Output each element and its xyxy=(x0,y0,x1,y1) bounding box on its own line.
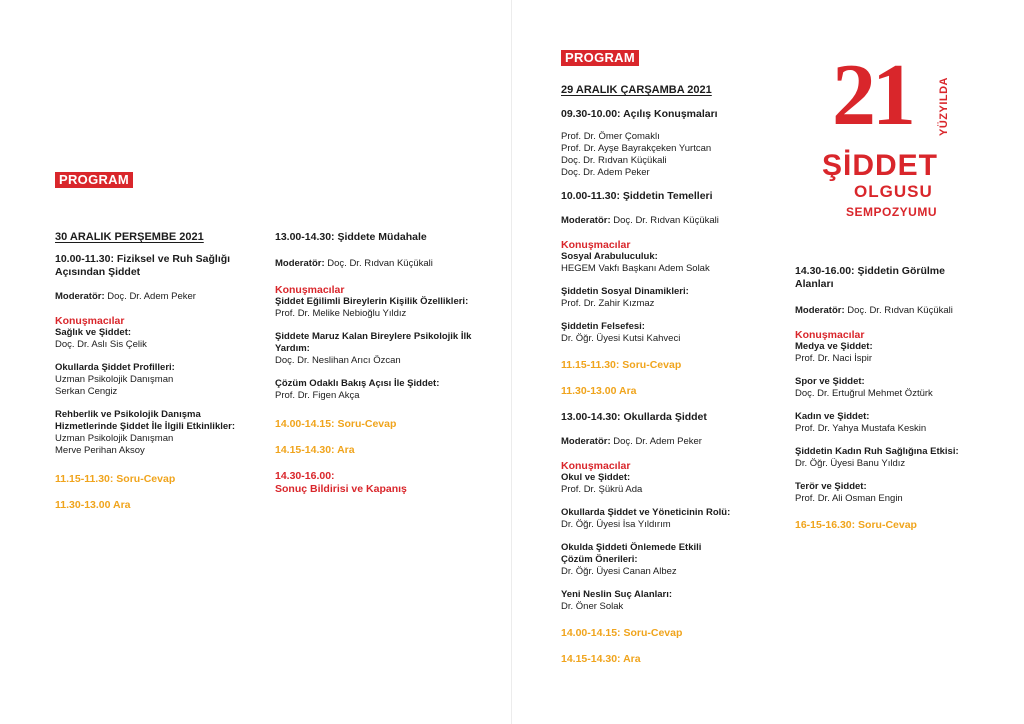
moderator-name: Doç. Dr. Rıdvan Küçükali xyxy=(613,215,719,226)
speakers-header: Konuşmacılar xyxy=(561,460,631,472)
closing-time: 14.30-16.00: xyxy=(275,470,335,482)
moderator xyxy=(561,436,776,448)
opening-title: 09.30-10.00: Açılış Konuşmaları xyxy=(561,108,718,120)
speaker-name: Doç. Dr. Neslihan Arıcı Özcan xyxy=(275,355,401,366)
speaker-name: Doç. Dr. Adem Peker xyxy=(561,167,650,178)
speaker-name: Uzman Psikolojik Danışman xyxy=(55,433,174,444)
left-column-2 xyxy=(275,231,475,496)
speaker-topic: Kadın ve Şiddet: xyxy=(795,411,870,422)
speaker-topic: Medya ve Şiddet: xyxy=(795,341,873,352)
speaker-topic: Şiddete Maruz Kalan Bireylere Psikolojik İlk Yardım: xyxy=(275,331,472,354)
speaker-item xyxy=(561,286,776,310)
speaker-topic: Şiddetin Felsefesi: xyxy=(561,321,645,332)
break-slot: 14.15-14.30: Ara xyxy=(275,444,355,456)
speaker-name: Doç. Dr. Aslı Sis Çelik xyxy=(55,339,147,350)
page-fold xyxy=(511,0,512,724)
speaker-name: Prof. Dr. Yahya Mustafa Keskin xyxy=(795,423,927,434)
speaker-topic: Çözüm Odaklı Bakış Açısı İle Şiddet: xyxy=(275,378,440,389)
speaker-item xyxy=(55,327,255,351)
speaker-topic: Şiddetin Sosyal Dinamikleri: xyxy=(561,286,689,297)
speaker-name: Doç. Dr. Ertuğrul Mehmet Öztürk xyxy=(795,388,933,399)
speaker-name: Dr. Öner Solak xyxy=(561,601,624,612)
speaker-item xyxy=(795,341,985,365)
speaker-name: Prof. Dr. Ali Osman Engin xyxy=(795,493,903,504)
speaker-name: Merve Perihan Aksoy xyxy=(55,445,145,456)
moderator-name: Doç. Dr. Rıdvan Küçükali xyxy=(327,258,433,269)
moderator xyxy=(561,215,776,227)
moderator-name: Doç. Dr. Rıdvan Küçükali xyxy=(847,305,953,316)
speaker-name: Dr. Öğr. Üyesi İsa Yıldırım xyxy=(561,519,671,530)
moderator xyxy=(795,305,985,317)
right-date: 29 ARALIK ÇARŞAMBA 2021 xyxy=(561,84,712,96)
speaker-name: Prof. Dr. Naci İspir xyxy=(795,353,873,364)
speaker-item xyxy=(561,507,776,531)
speakers-header: Konuşmacılar xyxy=(795,329,865,341)
speaker-topic: Rehberlik ve Psikolojik Danışma Hizmetlerinde Şiddet İle İlgili Etkinlikler: xyxy=(55,409,236,432)
left-date: 30 ARALIK PERŞEMBE 2021 xyxy=(55,231,204,243)
right-program-label: PROGRAM xyxy=(561,50,639,66)
speaker-item xyxy=(795,481,985,505)
speaker-item xyxy=(561,251,776,275)
speaker-name: Prof. Dr. Zahir Kızmaz xyxy=(561,298,655,309)
qa-slot: 11.15-11.30: Soru-Cevap xyxy=(561,359,682,371)
speaker-topic: Okul ve Şiddet: xyxy=(561,472,631,483)
qa-slot: 11.15-11.30: Soru-Cevap xyxy=(55,473,176,485)
speaker-item xyxy=(561,321,776,345)
break-slot: 11.30-13.00 Ara xyxy=(561,385,637,397)
speaker-name: Prof. Dr. Figen Akça xyxy=(275,390,360,401)
speaker-item xyxy=(795,446,985,470)
speaker-name: Prof. Dr. Ayşe Bayrakçeken Yurtcan xyxy=(561,143,712,154)
speaker-item xyxy=(561,589,776,613)
speaker-name: Doç. Dr. Rıdvan Küçükali xyxy=(561,155,667,166)
speaker-topic: Okulda Şiddeti Önlemede Etkili Çözüm Önerileri: xyxy=(561,542,702,565)
symposium-logo xyxy=(818,47,958,232)
speaker-topic: Sağlık ve Şiddet: xyxy=(55,327,132,338)
speaker-topic: Okullarda Şiddet ve Yöneticinin Rolü: xyxy=(561,507,731,518)
logo-line-2: OLGUSU xyxy=(854,182,933,201)
qa-slot: 16-15-16.30: Soru-Cevap xyxy=(795,519,917,531)
moderator-name: Doç. Dr. Adem Peker xyxy=(107,291,196,302)
speaker-item xyxy=(795,376,985,400)
right-column-1 xyxy=(561,84,776,679)
speaker-item xyxy=(795,411,985,435)
moderator-name: Doç. Dr. Adem Peker xyxy=(613,436,702,447)
logo-number: 21 xyxy=(832,47,912,144)
moderator-label: Moderatör: xyxy=(561,436,611,447)
speaker-name: Prof. Dr. Ömer Çomaklı xyxy=(561,131,660,142)
speaker-topic: Sosyal Arabuluculuk: xyxy=(561,251,658,262)
speaker-name: Prof. Dr. Melike Nebioğlu Yıldız xyxy=(275,308,407,319)
speaker-name: HEGEM Vakfı Başkanı Adem Solak xyxy=(561,263,710,274)
break-slot: 14.15-14.30: Ara xyxy=(561,653,641,665)
speaker-topic: Yeni Neslin Suç Alanları: xyxy=(561,589,673,600)
speaker-name: Dr. Öğr. Üyesi Kutsi Kahveci xyxy=(561,333,681,344)
left-program-label: PROGRAM xyxy=(55,172,133,188)
session-title: 13.00-14.30: Şiddete Müdahale xyxy=(275,231,427,243)
logo-line-1: ŞİDDET xyxy=(822,149,939,182)
session-title: 14.30-16.00: Şiddetin Görülme Alanları xyxy=(795,265,945,290)
left-column-1 xyxy=(55,231,255,525)
speaker-item xyxy=(561,542,731,578)
right-column-2 xyxy=(795,265,985,545)
moderator-label: Moderatör: xyxy=(275,258,325,269)
break-slot: 11.30-13.00 Ara xyxy=(55,499,131,511)
moderator xyxy=(55,291,255,303)
logo-line-3: SEMPOZYUMU xyxy=(846,205,938,219)
speaker-item xyxy=(561,472,776,496)
speaker-item xyxy=(275,378,475,402)
speaker-topic: Şiddetin Kadın Ruh Sağlığına Etkisi: xyxy=(795,446,959,457)
speaker-name: Prof. Dr. Şükrü Ada xyxy=(561,484,643,495)
speaker-topic: Okullarda Şiddet Profilleri: xyxy=(55,362,175,373)
speaker-item xyxy=(275,331,475,367)
logo-vertical-text: YÜZYILDA xyxy=(938,77,950,136)
speaker-topic: Terör ve Şiddet: xyxy=(795,481,867,492)
speaker-name: Dr. Öğr. Üyesi Banu Yıldız xyxy=(795,458,906,469)
speakers-header: Konuşmacılar xyxy=(275,284,345,296)
closing-title: Sonuç Bildirisi ve Kapanış xyxy=(275,483,407,495)
session-title: 10.00-11.30: Fiziksel ve Ruh Sağlığı Açısından Şiddet xyxy=(55,253,231,278)
moderator xyxy=(275,258,475,270)
session-title: 13.00-14.30: Okullarda Şiddet xyxy=(561,411,707,423)
speaker-name: Dr. Öğr. Üyesi Canan Albez xyxy=(561,566,677,577)
speaker-item xyxy=(55,409,255,457)
moderator-label: Moderatör: xyxy=(795,305,845,316)
right-program-tag-wrap xyxy=(561,50,639,66)
speaker-name: Serkan Cengiz xyxy=(55,386,118,397)
qa-slot: 14.00-14.15: Soru-Cevap xyxy=(561,627,683,639)
speaker-name: Uzman Psikolojik Danışman xyxy=(55,374,174,385)
speaker-topic: Spor ve Şiddet: xyxy=(795,376,865,387)
speaker-item xyxy=(55,362,255,398)
speakers-header: Konuşmacılar xyxy=(561,239,631,251)
speaker-topic: Şiddet Eğilimli Bireylerin Kişilik Özellikleri: xyxy=(275,296,469,307)
moderator-label: Moderatör: xyxy=(55,291,105,302)
moderator-label: Moderatör: xyxy=(561,215,611,226)
qa-slot: 14.00-14.15: Soru-Cevap xyxy=(275,418,397,430)
session-title: 10.00-11.30: Şiddetin Temelleri xyxy=(561,190,713,202)
speaker-item xyxy=(275,296,475,320)
speakers-header: Konuşmacılar xyxy=(55,315,125,327)
left-program-tag-wrap xyxy=(55,172,133,188)
opening-speakers xyxy=(561,131,776,179)
